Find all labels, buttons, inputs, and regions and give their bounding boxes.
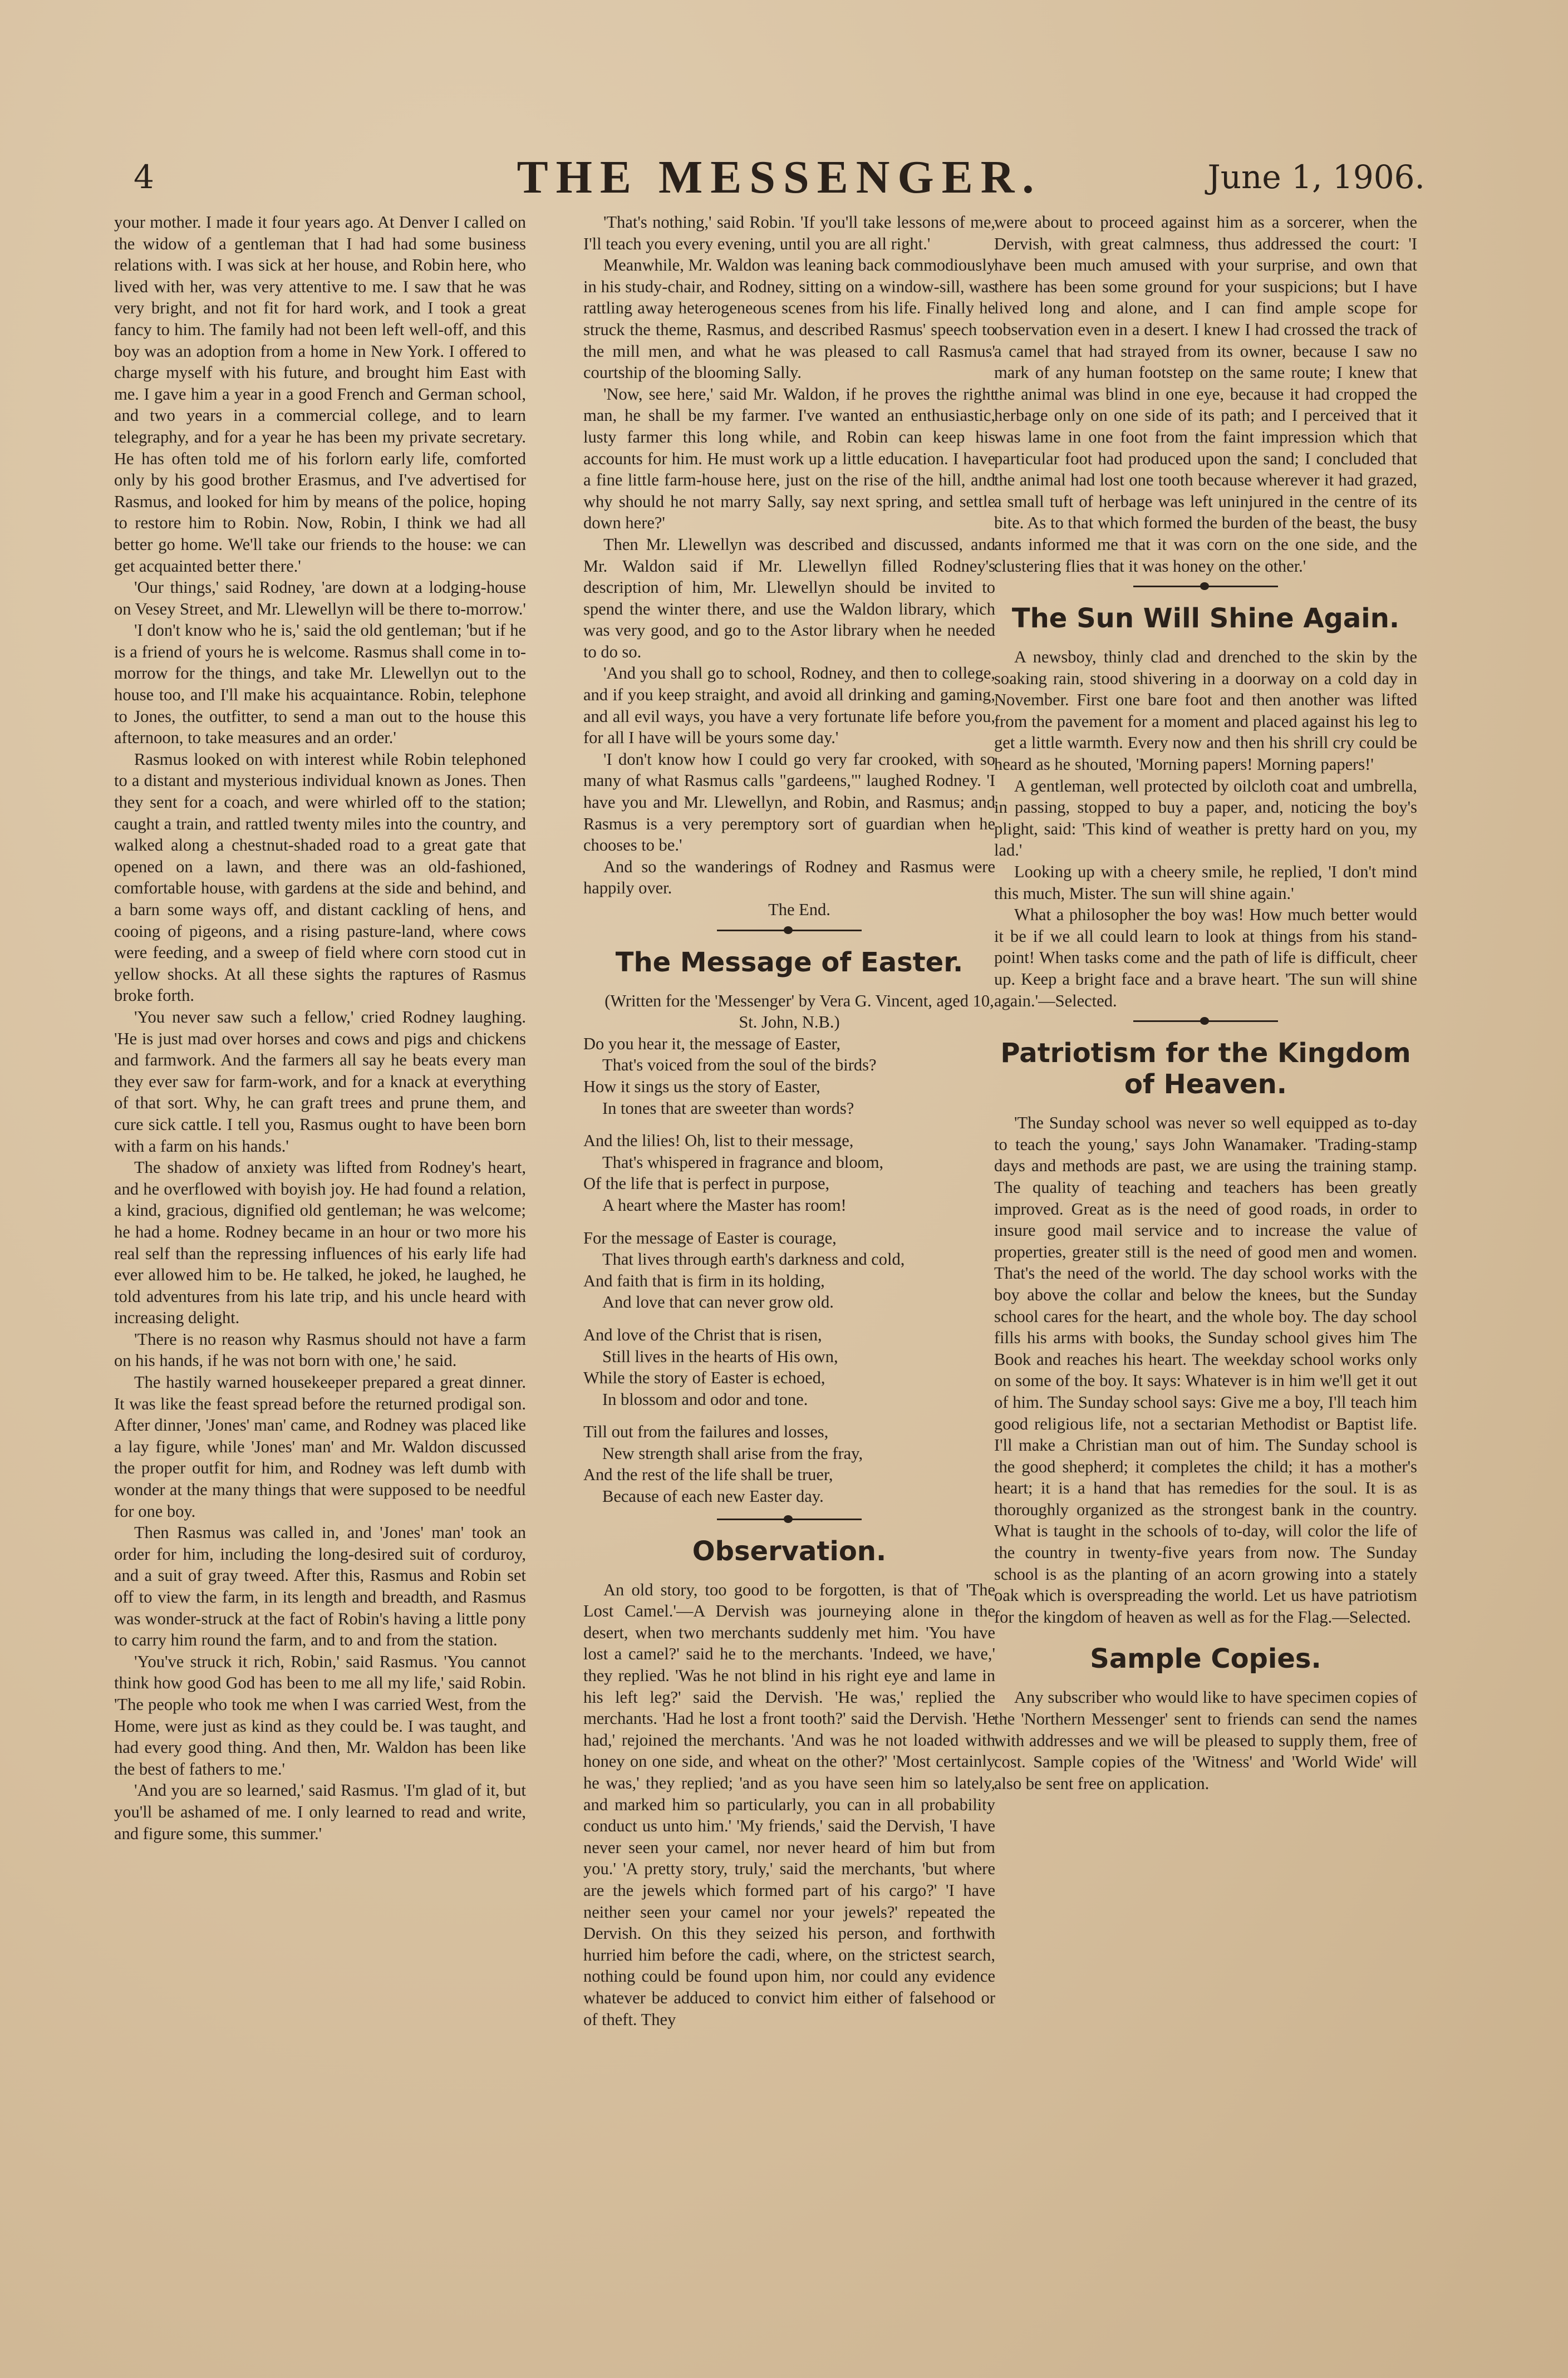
poem-line: Because of each new Easter day. <box>602 1487 824 1506</box>
poem-byline: (Written for the 'Messenger' by Vera G. Vincent, aged 10, St. John, N.B.) <box>604 991 994 1032</box>
poem-line: That lives through earth's darkness and cold, <box>602 1250 905 1269</box>
paragraph: A gentleman, well protected by oilcloth coat and umbrella, in passing, stopped to buy a paper, and, noticing the boy's plight, said: 'This kind of weather is pretty hard on you, my lad.' <box>994 776 1417 860</box>
poem-line: Do you hear it, the message of Easter, <box>583 1034 841 1053</box>
paragraph: your mother. I made it four years ago. At Denver I called on the widow of a gentleman that I had had some business relations with. I was sick at her house, and Robin here, who lived with her, was very attentive to me. I saw that he was very bright, and not fit for hard work, and I took a great fancy to him. The family had not been left well-off, and this boy was an adoption from a home in New York. I offered to charge myself with his future, and brought him East with me. I gave him a year in a good French and German school, and two years in a commercial college, and to learn telegraphy, and for a year he has been my private secretary. He has often told me of his forlorn early life, comforted only by his good brother Erasmus, and I've advertised for Rasmus, and looked for him by means of the police, hoping to restore him to Robin. Now, Robin, I think we had all better go home. We'll take our friends to the house: we can get acquainted better there.' <box>114 213 526 576</box>
paragraph: The shadow of anxiety was lifted from Rodney's heart, and he overflowed with boyish joy. He had found a relation, a kind, gracious, dignified old gentleman; he was welcome; he had a home. Rodney became in an hour or two more his real self than the repressing influences of his early life had ever allowed him to be. He talked, he joked, he laughed, he told adventures from his late trip, and his uncle heard with increasing delight. <box>114 1158 526 1328</box>
poem-line: A heart where the Master has room! <box>602 1195 847 1215</box>
poem-line: And faith that is firm in its holding, <box>583 1271 825 1290</box>
issue-date: June 1, 1906. <box>1207 158 1425 196</box>
article-title-sample: Sample Copies. <box>1090 1643 1321 1675</box>
paragraph: 'I don't know how I could go very far crooked, with so many of what Rasmus calls "gardeens,"' laughed Rodney. 'I have you and Mr. Llewellyn, and Robin, and Rasmus; and Rasmus is a very peremptory sort of guardian when he chooses to be.' <box>583 749 995 855</box>
poem-line: Of the life that is perfect in purpose, <box>583 1174 830 1193</box>
article-title-easter: The Message of Easter. <box>615 946 964 978</box>
article-title-sun: The Sun Will Shine Again. <box>1011 603 1400 635</box>
poem-line: That's voiced from the soul of the birds? <box>602 1055 877 1075</box>
paragraph: A newsboy, thinly clad and drenched to the skin by the soaking rain, stood shivering in a doorway on a cold day in November. First one bare foot and then another was lifted from the pavement for a moment and placed against his leg to get a little warmth. Every now and then his shrill cry could be heard as he shouted, 'Morning papers! Morning papers!' <box>994 647 1417 774</box>
poem-stanza <box>583 1227 995 1313</box>
paragraph: Meanwhile, Mr. Waldon was leaning back commodiously in his study-chair, and Rodney, sitting on a window-sill, was rattling away heterogeneous scenes from his life. Finally he struck the theme, Rasmus, and described Rasmus' speech to the mill men, and what he was pleased to call Rasmus' courtship of the blooming Sally. <box>583 256 995 382</box>
poem-line: New strength shall arise from the fray, <box>602 1443 863 1463</box>
poem-stanza <box>583 1130 995 1216</box>
paragraph: 'You never saw such a fellow,' cried Rodney laughing. 'He is just mad over horses and cows and pigs and chickens and farmwork. And the farmers all say he beats every man they ever saw for farm-work, and for a knack at everything of that sort. Why, he can graft trees and prune them, and cure sick cattle. I tell you, Rasmus ought to have been born with a farm on his hands.' <box>114 1007 526 1156</box>
paragraph: The hastily warned housekeeper prepared a great dinner. It was like the feast spread before the returned prodigal son. After dinner, 'Jones' man' came, and Rodney was placed like a lay figure, while 'Jones' man' and Mr. Waldon discussed the proper outfit for him, and Rodney was left dumb with wonder at the many things that were supposed to be needful for one boy. <box>114 1373 526 1521</box>
poem-line: How it sings us the story of Easter, <box>583 1077 820 1096</box>
paragraph: Looking up with a cheery smile, he replied, 'I don't mind this much, Mister. The sun will shine again.' <box>994 862 1417 903</box>
poem-line: That's whispered in fragrance and bloom, <box>602 1152 884 1172</box>
poem-line: And the rest of the life shall be truer, <box>583 1465 833 1485</box>
poem-line: Still lives in the hearts of His own, <box>602 1347 838 1366</box>
paragraph: 'I don't know who he is,' said the old gentleman; 'but if he is a friend of yours he is welcome. Rasmus shall come in to-morrow for the things, and take Mr. Llewellyn out to the house too, and I'll make his acquaintance. Robin, telephone to Jones, the outfitter, to send a man out to the house this afternoon, to take measures and an order.' <box>114 621 526 748</box>
poem-line: In blossom and odor and tone. <box>602 1389 808 1409</box>
section-divider <box>1133 586 1278 587</box>
section-divider <box>1133 1020 1278 1022</box>
paragraph: What a philosopher the boy was! How much better would it be if we all could learn to look at things from his stand-point! When tasks come and the path of life is difficult, cheer up. Keep a bright face and a brave heart. 'The sun will shine again.'—Selected. <box>994 905 1417 1010</box>
poem-line: For the message of Easter is courage, <box>583 1228 837 1247</box>
column-1 <box>114 212 526 1844</box>
paragraph: 'There is no reason why Rasmus should not have a farm on his hands, if he was not born with one,' he said. <box>114 1329 526 1370</box>
paragraph: 'Now, see here,' said Mr. Waldon, if he proves the right man, he shall be my farmer. I've wanted an enthusiastic, lusty farmer this long while, and Robin can keep his accounts for him. He must work up a little education. I have a fine little farm-house here, just on the rise of the hill, and why should he not marry Sally, say next spring, and settle down here?' <box>583 384 995 533</box>
section-divider <box>717 1519 862 1520</box>
paragraph: 'Our things,' said Rodney, 'are down at a lodging-house on Vesey Street, and Mr. Llewellyn will be there to-morrow.' <box>114 578 526 618</box>
page-number: 4 <box>134 158 154 196</box>
column-3 <box>994 212 1417 1794</box>
paragraph: 'That's nothing,' said Robin. 'If you'll take lessons of me, I'll teach you every evening, until you are all right.' <box>583 213 995 253</box>
poem-stanza <box>583 1324 995 1410</box>
poem-line: In tones that are sweeter than words? <box>602 1098 854 1118</box>
paragraph: An old story, too good to be forgotten, is that of 'The Lost Camel.'—A Dervish was journeying alone in the desert, when two merchants suddenly met him. 'You have lost a camel?' said he to the merchants. 'Indeed, we have,' they replied. 'Was he not blind in his right eye and lame in his left leg?' said the Dervish. 'He was,' replied the merchants. 'Had he lost a front tooth?' said the Dervish. 'He had,' rejoined the merchants. 'And was he not loaded with honey on one side, and wheat on the other?' 'Most certainly he was,' they replied; 'and as you have seen him so lately, and marked him so particularly, you can in all probability conduct us unto him.' 'My friends,' said the Dervish, 'I have never seen your camel, nor never heard of him but from you.' 'A pretty story, truly,' said the merchants, 'but where are the jewels which formed part of his cargo?' 'I have neither seen your camel nor your jewels?' repeated the Dervish. On this they seized his person, and forthwith hurried him before the cadi, where, on the strictest search, nothing could be found upon him, nor could any evidence whatever be adduced to convict him either of falsehood or of theft. They <box>583 1580 995 2029</box>
paragraph: Any subscriber who would like to have specimen copies of the 'Northern Messenger' sent to friends can send the names with addresses and we will be pleased to supply them, free of cost. Sample copies of the 'Witness' and 'World Wide' will also be sent free on application. <box>994 1688 1417 1793</box>
poem-line: Till out from the failures and losses, <box>583 1422 829 1442</box>
paragraph: Then Rasmus was called in, and 'Jones' man' took an order for him, including the long-desired suit of corduroy, and a suit of gray tweed. After this, Rasmus and Robin set off to view the farm, in its length and breadth, and Rasmus was wonder-struck at the fact of Robin's having a little pony to carry him round the farm, and to and from the station. <box>114 1523 526 1650</box>
article-title-observation: Observation. <box>692 1535 887 1567</box>
paragraph: Rasmus looked on with interest while Robin telephoned to a distant and mysterious individual known as Jones. Then they sent for a coach, and were whirled off to the station; caught a train, and rattled twenty miles into the country, and walked along a chestnut-shaded road to a great gate that opened on a lawn, and there was an old-fashioned, comfortable house, with gardens at the side and behind, and a barn some ways off, and distant cackling of hens, and cooing of pigeons, and a rising pasture-land, where cows were feeding, and a sweep of field where corn stood cut in yellow shocks. At all these sights the raptures of Rasmus broke forth. <box>114 749 526 1005</box>
poem-line: And the lilies! Oh, list to their message, <box>583 1131 854 1151</box>
poem-line: While the story of Easter is echoed, <box>583 1368 825 1388</box>
poem-stanza <box>583 1033 995 1119</box>
paragraph: Then Mr. Llewellyn was described and discussed, and Mr. Waldon said if Mr. Llewellyn filled Rodney's description of him, Mr. Llewellyn should be invited to spend the winter there, and use the Waldon library, which was very good, and go to the Astor library when he needed to do so. <box>583 534 995 661</box>
page-header <box>134 150 1425 212</box>
article-title-patriotism: Patriotism for the Kingdom of Heaven. <box>1000 1038 1411 1100</box>
newspaper-title: THE MESSENGER. <box>517 151 1042 203</box>
paragraph: were about to proceed against him as a sorcerer, when the Dervish, with great calmness, thus addressed the court: 'I have been much amused with your surprise, and own that there has been some ground for your suspicions; but I have lived long and alone, and I can find ample scope for observation even in a desert. I knew I had crossed the track of a camel that had strayed from its owner, because I saw no mark of any human footstep on the same route; I knew that the animal was blind in one eye, because it had cropped the herbage only on one side of its path; and I perceived that it was lame in one foot from the faint impression which that particular foot had produced upon the sand; I concluded that the animal had lost one tooth because wherever it had grazed, a small tuft of herbage was left uninjured in the centre of its bite. As to that which formed the burden of the beast, the busy ants informed me that it was corn on the one side, and the clustering flies that it was honey on the other.' <box>994 213 1417 576</box>
story-end: The End. <box>768 900 830 919</box>
poem-stanza <box>583 1421 995 1507</box>
column-2 <box>583 212 995 2030</box>
paragraph: 'The Sunday school was never so well equipped as to-day to teach the young,' says John Wanamaker. 'Trading-stamp days and methods are past, we are using the training stamp. The quality of teaching and teachers has been greatly improved. Great as is the need of good roads, in order to insure good mail service and to increase the value of properties, greater still is the need of good men and women. That's the need of the world. The day school works with the boy above the collar and below the knees, but the Sunday school cares for the heart, and the whole boy. The day school fills his arms with books, the Sunday school gives him The Book and reaches his heart. The weekday school works only on some of the boy. It says: Whatever is in him we'll get it out of him. The Sunday school says: Give me a boy, I'll teach him good religious life, not a sectarian Methodist or Baptist life. I'll make a Christian man out of him. The Sunday school is the good shepherd; it completes the child; it has a mother's heart; it is a hand that has remedies for the soul. It is as thoroughly organized as the strongest bank in the country. What is taught in the schools of to-day, will color the life of the country in twenty-five years from now. The Sunday school is as the planting of an acorn growing into a stately oak which is overspreading the world. Let us have patriotism for the kingdom of heaven as well as for the Flag.—Selected. <box>994 1113 1417 1627</box>
poem-line: And love that can never grow old. <box>602 1293 834 1312</box>
poem-line: And love of the Christ that is risen, <box>583 1325 822 1344</box>
paragraph: And so the wanderings of Rodney and Rasmus were happily over. <box>583 857 995 898</box>
paragraph: 'And you are so learned,' said Rasmus. 'I'm glad of it, but you'll be ashamed of me. I only learned to read and write, and figure some, this summer.' <box>114 1781 526 1843</box>
paragraph: 'And you shall go to school, Rodney, and then to college, and if you keep straight, and avoid all drinking and gaming, and all evil ways, you have a very fortunate life before you, for all I have will be yours some day.' <box>583 664 995 748</box>
section-divider <box>717 930 862 931</box>
paragraph: 'You've struck it rich, Robin,' said Rasmus. 'You cannot think how good God has been to me all my life,' said Robin. 'The people who took me when I was carried West, from the Home, were just as kind as they could be. I was taught, and had every good thing. And then, Mr. Waldon has been like the best of fathers to me.' <box>114 1652 526 1778</box>
